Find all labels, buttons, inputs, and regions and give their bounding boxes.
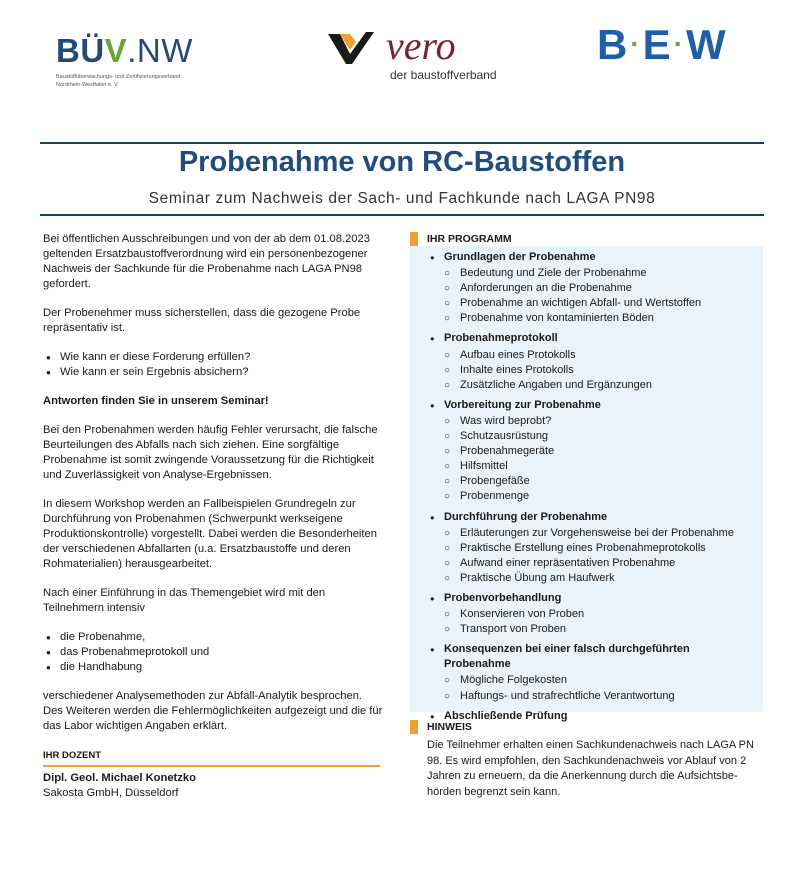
program-section: [424, 591, 757, 637]
program-subitems: [444, 266, 757, 326]
list-item: ○ Konservieren von Proben: [444, 607, 757, 622]
list-item: ○ Was wird beprobt?: [444, 414, 757, 429]
intro-paragraph: Der Probenehmer muss sicherstellen, dass die gezogene Probe repräsentativ ist.: [43, 307, 361, 334]
hinweis-heading: HINWEIS: [410, 720, 763, 734]
program-section: [424, 331, 757, 392]
list-item: ○ Erläuterungen zur Vorgehensweise bei der Probenahme: [444, 526, 757, 541]
topic-list: [43, 630, 383, 675]
list-item: ● Wie kann er sein Ergebnis absichern?: [43, 365, 383, 380]
list-item: ○ Probenmenge: [444, 489, 757, 504]
dozent-organization: Sakosta GmbH, Düsseldorf: [43, 787, 179, 799]
title-divider-bottom: [40, 214, 764, 216]
program-section: [424, 398, 757, 505]
list-item: ○ Bedeutung und Ziele der Probenahme: [444, 266, 757, 281]
bew-logo: B·E·W: [597, 21, 727, 68]
intro-paragraph: Nach einer Einführung in das Themengebiet wird mit den Teilnehmern intensiv: [43, 587, 326, 614]
accent-bar: [410, 232, 418, 246]
list-item: ○ Probenahme von kontaminierten Böden: [444, 311, 757, 326]
page-subtitle: Seminar zum Nachweis der Sach- und Fachkunde nach LAGA PN98: [148, 190, 656, 207]
program-section-title: ● Vorbereitung zur Probenahme: [444, 398, 601, 411]
list-item: ○ Anforderungen an die Probenahme: [444, 281, 757, 296]
list-item: ○ Schutzausrüstung: [444, 429, 757, 444]
buv-nw-logo: BÜV.NW Baustoffüberwachungs- und Zertifizierungsverband Nordrhein-Westfalen e. V.: [56, 34, 196, 89]
answer-callout: Antworten finden Sie in unserem Seminar!: [43, 395, 269, 407]
program-box: [410, 246, 763, 722]
list-item: ○ Probenahme an wichtigen Abfall- und Wertstoffen: [444, 296, 757, 311]
dozent-name: Dipl. Geol. Michael Konetzko: [43, 772, 196, 784]
list-item: ○ Hilfsmittel: [444, 459, 757, 474]
program-section-title: ● Probenahmeprotokoll: [444, 332, 558, 345]
hinweis-text: Die Teilnehmer erhalten einen Sachkundenachweis nach LAGA PN 98. Es wird empfohlen, den Sachkundenachweis vor Ablauf von 2 Jahren zu erneuern, da die Anerkennung durch die Aufsichtsbe-hörden begrenzt sein kann.: [427, 739, 754, 798]
question-list: [43, 350, 383, 380]
program-section-title: ● Probenvorbehandlung: [444, 591, 562, 604]
program-list: [424, 250, 757, 724]
list-item: ○ Transport von Proben: [444, 622, 757, 637]
list-item: ● Wie kann er diese Forderung erfüllen?: [43, 350, 383, 365]
title-divider-top: [40, 142, 764, 144]
buv-subtitle: Baustoffüberwachungs- und Zertifizierungsverband Nordrhein-Westfalen e. V.: [56, 74, 181, 88]
list-item: ○ Inhalte eines Protokolls: [444, 363, 757, 378]
program-heading: IHR PROGRAMM: [410, 232, 763, 246]
intro-paragraph: In diesem Workshop werden an Fallbeispielen Grundregeln zur Durchführung von Probenahmen (Schwerpunkt werkseigene Produktionskontrolle) vorgestellt. Dabei werden die Besonderheiten der verschiedenen Abfallarten (u.a. Ersatzbaustoffe und deren Rohmaterialien) herausgearbeitet.: [43, 498, 377, 570]
hinweis-section: [410, 720, 763, 800]
list-item: ○ Zusätzliche Angaben und Ergänzungen: [444, 378, 757, 393]
program-section: [424, 510, 757, 586]
list-item: ● die Probenahme,: [43, 630, 383, 645]
program-subitems: [444, 673, 757, 703]
vero-logo: vero der baustoffverband: [326, 26, 516, 86]
vero-check-icon: [326, 30, 376, 66]
program-subitems: [444, 607, 757, 637]
list-item: ● die Handhabung: [43, 660, 383, 675]
intro-column: [43, 232, 383, 801]
list-item: ○ Aufbau eines Protokolls: [444, 348, 757, 363]
dozent-heading: IHR DOZENT: [43, 748, 380, 767]
program-column: [410, 232, 763, 800]
program-section: [424, 250, 757, 326]
list-item: ○ Probengefäße: [444, 474, 757, 489]
page-title: Probenahme von RC-Baustoffen: [178, 146, 626, 178]
list-item: ○ Haftungs- und strafrechtliche Verantwortung: [444, 689, 757, 704]
list-item: ○ Aufwand einer repräsentativen Probenahme: [444, 556, 757, 571]
program-section-title: ● Grundlagen der Probenahme: [444, 251, 596, 263]
program-section-title: ● Durchführung der Probenahme: [444, 510, 608, 523]
list-item: ● das Probenahmeprotokoll und: [43, 645, 383, 660]
program-subitems: [444, 414, 757, 505]
program-section-title: ● Abschließende Prüfung: [444, 709, 568, 722]
program-subitems: [444, 348, 757, 393]
program-section: [424, 642, 757, 703]
intro-paragraph: verschiedener Analysemethoden zur Abfall-Analytik besprochen. Des Weiteren werden die Fehlermöglichkeiten aufgezeigt und die für das Labor wichtigen Angaben erklärt.: [43, 690, 383, 732]
program-section-title: ● Konsequenzen bei einer falsch durchgeführten Probenahme: [444, 643, 690, 671]
list-item: ○ Praktische Erstellung eines Probenahmeprotokolls: [444, 541, 757, 556]
intro-paragraph: Bei öffentlichen Ausschreibungen und von der ab dem 01.08.2023 geltenden Ersatzbaustoffverordnung wird ein personenbezogener Nachweis der Sachkunde für die Probenahme nach LAGA PN98 gefordert.: [43, 233, 370, 290]
intro-paragraph: Bei den Probenahmen werden häufig Fehler verursacht, die falsche Beurteilungen des Abfalls nach sich ziehen. Eine sorgfältige Probenahme ist somit zwingende Voraussetzung für die Richtigkeit und Zuverlässigkeit von Analyse-Ergebnissen.: [43, 424, 378, 481]
accent-bar: [410, 720, 418, 734]
list-item: ○ Probenahmegeräte: [444, 444, 757, 459]
program-subitems: [444, 526, 757, 586]
list-item: ○ Mögliche Folgekosten: [444, 673, 757, 688]
list-item: ○ Praktische Übung am Haufwerk: [444, 571, 757, 586]
logo-bar: [0, 0, 808, 110]
